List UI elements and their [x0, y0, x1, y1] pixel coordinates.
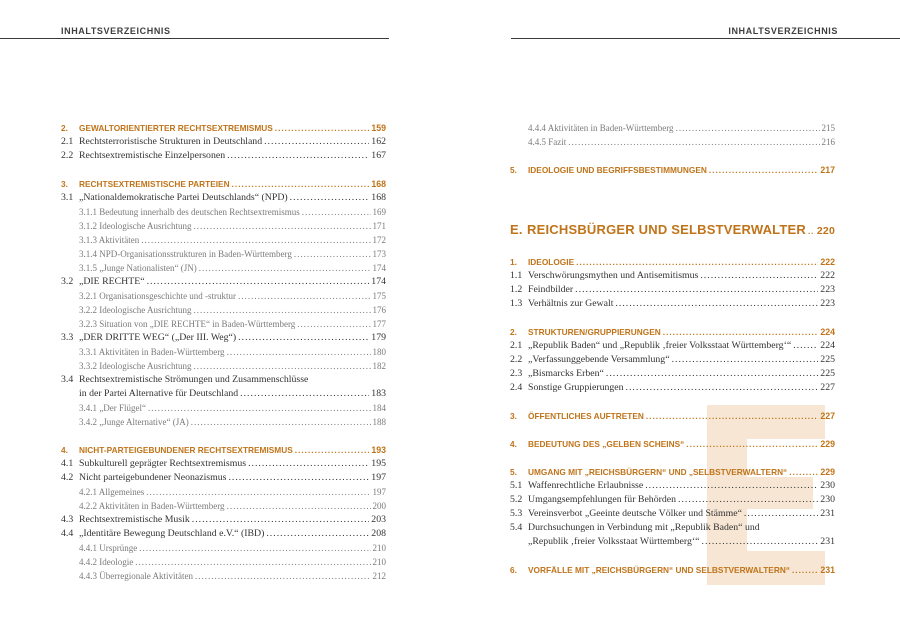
- leader-dots: [192, 513, 370, 527]
- spacer: [510, 395, 835, 409]
- toc-entry[interactable]: [61, 149, 386, 163]
- leader-dots: [266, 527, 369, 541]
- spacer: [510, 311, 835, 325]
- leader-dots: [238, 331, 369, 345]
- leader-dots: [568, 135, 819, 149]
- toc-page-number: 172: [372, 235, 386, 245]
- leader-dots: [744, 507, 818, 521]
- toc-number: 1.2: [510, 284, 523, 295]
- leader-dots: [228, 471, 369, 485]
- toc-page-number: 184: [372, 403, 386, 413]
- toc-title: „Republik ‚freier Volksstaat Württemberg‘“: [528, 536, 700, 547]
- toc-page-number: 177: [372, 319, 386, 329]
- toc-title: 3.2.3 Situation von „DIE RECHTE“ in Baden-Württemberg: [79, 319, 296, 329]
- toc-entry[interactable]: [510, 269, 835, 283]
- leader-dots: [792, 563, 818, 577]
- leader-dots: [290, 191, 370, 205]
- toc-entry[interactable]: [510, 479, 835, 493]
- toc-title: 4.4.3 Überregionale Aktivitäten: [79, 571, 193, 581]
- spacer: [61, 429, 386, 443]
- toc-page-number: 171: [372, 221, 386, 231]
- toc-page-number: 229: [820, 467, 835, 477]
- leader-dots: [302, 205, 371, 219]
- toc-entry[interactable]: [61, 275, 386, 289]
- toc-title: REICHSBÜRGER UND SELBSTVERWALTER: [527, 222, 806, 237]
- toc-number: 1.: [510, 257, 517, 267]
- toc-subentry[interactable]: [61, 247, 386, 261]
- toc-entry[interactable]: [61, 527, 386, 541]
- toc-page-number: 167: [371, 150, 386, 161]
- toc-title: Verhältnis zur Gewalt: [528, 298, 614, 309]
- toc-title: 3.4.2 „Junge Alternative“ (JA): [79, 417, 189, 427]
- toc-number: 2.4: [510, 382, 523, 393]
- toc-right-column: [510, 121, 835, 577]
- leader-dots: [626, 381, 819, 395]
- toc-number: 3.4: [61, 374, 74, 385]
- toc-title: STRUKTUREN/GRUPPIERUNGEN: [528, 327, 661, 337]
- toc-title: 3.2.1 Organisationsgeschichte und -struktur: [79, 291, 237, 301]
- leader-dots: [227, 345, 371, 359]
- leader-dots: [676, 121, 820, 135]
- toc-page-number: 173: [372, 249, 386, 259]
- toc-page-number: 220: [816, 225, 835, 237]
- toc-title: IDEOLOGIE: [528, 257, 575, 267]
- toc-entry[interactable]: [510, 367, 835, 381]
- toc-page-number: 210: [372, 557, 386, 567]
- toc-title: in der Partei Alternative für Deutschland: [79, 388, 239, 399]
- toc-number: 3.1: [61, 192, 74, 203]
- toc-subentry[interactable]: [61, 359, 386, 373]
- toc-title: Waffenrechtliche Erlaubnisse: [528, 480, 644, 491]
- toc-page-number: 159: [371, 123, 386, 133]
- toc-page-number: 216: [821, 137, 835, 147]
- toc-number: 1.3: [510, 298, 523, 309]
- toc-page-number: 231: [820, 536, 835, 547]
- toc-page-number: 223: [820, 284, 835, 295]
- toc-subentry[interactable]: [61, 345, 386, 359]
- toc-entry[interactable]: [510, 297, 835, 311]
- toc-title: VORFÄLLE MIT „REICHSBÜRGERN“ UND SELBSTVERWALTERN“: [528, 565, 790, 575]
- leader-dots: [793, 339, 818, 353]
- leader-dots: [227, 149, 369, 163]
- toc-entry[interactable]: [61, 191, 386, 205]
- leader-dots: [808, 221, 815, 243]
- leader-dots: [193, 359, 370, 373]
- leader-dots: [297, 317, 370, 331]
- toc-page-number: 168: [371, 192, 386, 203]
- leader-dots: [139, 541, 370, 555]
- toc-number: 4.: [510, 439, 517, 449]
- toc-number: 2.2: [510, 354, 523, 365]
- toc-entry[interactable]: [510, 283, 835, 297]
- toc-title: UMGANG MIT „REICHSBÜRGERN“ UND „SELBSTVERWALTERN“: [528, 467, 788, 477]
- toc-page-number: 231: [820, 565, 835, 575]
- toc-entry[interactable]: [61, 513, 386, 527]
- toc-title: 4.4.4 Aktivitäten in Baden-Württemberg: [528, 123, 674, 133]
- toc-page-number: 222: [820, 270, 835, 281]
- leader-dots: [709, 163, 818, 177]
- toc-page-number: 203: [371, 514, 386, 525]
- toc-subentry[interactable]: [61, 233, 386, 247]
- toc-number: 1.1: [510, 270, 523, 281]
- toc-entry-continuation[interactable]: [510, 535, 835, 549]
- spacer: [510, 149, 835, 163]
- toc-title: Feindbilder: [528, 284, 574, 295]
- toc-page-number: 224: [820, 340, 835, 351]
- toc-entry[interactable]: [510, 339, 835, 353]
- leader-dots: [191, 415, 371, 429]
- running-header-right: INHALTSVERZEICHNIS: [728, 26, 838, 36]
- toc-section-heading[interactable]: [510, 437, 835, 451]
- toc-title: 3.1.1 Bedeutung innerhalb des deutschen Rechtsextremismus: [79, 207, 300, 217]
- toc-number: 5.4: [510, 522, 523, 533]
- spacer: [510, 177, 835, 191]
- toc-page-number: 174: [371, 276, 386, 287]
- spacer: [61, 163, 386, 177]
- toc-subentry[interactable]: [61, 569, 386, 583]
- spacer: [510, 205, 835, 219]
- toc-title: 3.1.2 Ideologische Ausrichtung: [79, 221, 192, 231]
- toc-title: NICHT-PARTEIGEBUNDENER RECHTSEXTREMISMUS: [79, 445, 293, 455]
- leader-dots: [294, 247, 371, 261]
- leader-dots: [240, 387, 369, 401]
- leader-dots: [195, 569, 371, 583]
- toc-subentry[interactable]: [61, 485, 386, 499]
- toc-page-number: 227: [820, 382, 835, 393]
- toc-section-heading[interactable]: [510, 163, 835, 177]
- toc-title: RECHTSEXTREMISTISCHE PARTEIEN: [79, 179, 230, 189]
- leader-dots: [146, 485, 370, 499]
- toc-title: Umgangsempfehlungen für Behörden: [528, 494, 677, 505]
- toc-number: 5.2: [510, 494, 523, 505]
- toc-number: 5.: [510, 165, 517, 175]
- leader-dots: [238, 289, 370, 303]
- toc-title: 3.1.3 Aktivitäten: [79, 235, 140, 245]
- running-header-left: INHALTSVERZEICHNIS: [61, 26, 171, 36]
- toc-left-column: [61, 121, 386, 583]
- leader-dots: [193, 219, 370, 233]
- toc-page-number: 193: [371, 445, 386, 455]
- toc-page-number: 231: [820, 508, 835, 519]
- toc-title: Durchsuchungen in Verbindung mit „Republik Baden“ und: [528, 522, 760, 533]
- toc-title: Rechtsextremistische Einzelpersonen: [79, 150, 226, 161]
- toc-page-number: 215: [821, 123, 835, 133]
- toc-title: 4.4.1 Ursprünge: [79, 543, 138, 553]
- toc-number: 3.: [61, 179, 68, 189]
- toc-title: Rechtsextremistische Musik: [79, 514, 190, 525]
- toc-section-heading[interactable]: [61, 443, 386, 457]
- toc-number: 4.1: [61, 458, 74, 469]
- leader-dots: [135, 555, 370, 569]
- toc-page-number: 227: [820, 411, 835, 421]
- spacer: [510, 451, 835, 465]
- leader-dots: [700, 269, 818, 283]
- leader-dots: [678, 493, 818, 507]
- toc-title: 3.1.5 „Junge Nationalisten“ (JN): [79, 263, 197, 273]
- toc-subentry[interactable]: [61, 555, 386, 569]
- toc-title: „Identitäre Bewegung Deutschland e.V.“ (IBD): [79, 528, 265, 539]
- leader-dots: [232, 177, 370, 191]
- toc-entry[interactable]: [61, 471, 386, 485]
- toc-entry[interactable]: [61, 135, 386, 149]
- toc-number: 4.3: [61, 514, 74, 525]
- leader-dots: [248, 457, 369, 471]
- toc-number: 2.1: [61, 136, 74, 147]
- toc-number: 4.: [61, 445, 68, 455]
- toc-title: Sonstige Gruppierungen: [528, 382, 624, 393]
- toc-section-heading[interactable]: [510, 255, 835, 269]
- toc-page-number: 230: [820, 494, 835, 505]
- toc-page-number: 212: [372, 571, 386, 581]
- toc-number: 2.2: [61, 150, 74, 161]
- toc-page-number: 176: [372, 305, 386, 315]
- toc-page-number: 230: [820, 480, 835, 491]
- toc-title: „Verfassunggebende Versammlung“: [528, 354, 670, 365]
- leader-dots: [789, 465, 818, 479]
- toc-page-number: 225: [820, 368, 835, 379]
- header-rule-left: [0, 38, 389, 39]
- toc-page-number: 168: [371, 179, 386, 189]
- toc-entry[interactable]: [61, 457, 386, 471]
- toc-page-number: 180: [372, 347, 386, 357]
- toc-entry[interactable]: [510, 521, 835, 535]
- toc-number: E.: [510, 222, 523, 237]
- leader-dots: [295, 443, 370, 457]
- toc-title: „DER DRITTE WEG“ („Der III. Weg“): [79, 332, 237, 343]
- toc-page-number: 225: [820, 354, 835, 365]
- leader-dots: [227, 499, 371, 513]
- toc-page-number: 169: [372, 207, 386, 217]
- toc-title: „DIE RECHTE“: [79, 276, 145, 287]
- toc-subentry[interactable]: [61, 261, 386, 275]
- leader-dots: [663, 325, 819, 339]
- toc-title: 3.1.4 NPD-Organisationsstrukturen in Baden-Württemberg: [79, 249, 292, 259]
- toc-number: 5.3: [510, 508, 523, 519]
- toc-number: 2.: [61, 123, 68, 133]
- toc-title: BEDEUTUNG DES „GELBEN SCHEINS“: [528, 439, 685, 449]
- toc-subentry[interactable]: [510, 121, 835, 135]
- toc-page-number: 210: [372, 543, 386, 553]
- toc-subentry[interactable]: [61, 415, 386, 429]
- toc-title: Rechtsterroristische Strukturen in Deutschland: [79, 136, 263, 147]
- toc-number: 2.: [510, 327, 517, 337]
- toc-number: 6.: [510, 565, 517, 575]
- toc-page-number: 208: [371, 528, 386, 539]
- leader-dots: [199, 261, 371, 275]
- toc-page-number: 217: [820, 165, 835, 175]
- toc-number: 3.2: [61, 276, 74, 287]
- toc-page-number: 195: [371, 458, 386, 469]
- toc-title: 4.2.1 Allgemeines: [79, 487, 145, 497]
- toc-entry[interactable]: [510, 507, 835, 521]
- toc-page-number: 229: [820, 439, 835, 449]
- toc-number: 2.1: [510, 340, 523, 351]
- leader-dots: [646, 409, 818, 423]
- toc-page-number: 188: [372, 417, 386, 427]
- toc-page-number: 223: [820, 298, 835, 309]
- leader-dots: [575, 283, 818, 297]
- toc-entry[interactable]: [510, 381, 835, 395]
- toc-title: ÖFFENTLICHES AUFTRETEN: [528, 411, 644, 421]
- toc-subentry[interactable]: [61, 499, 386, 513]
- toc-page-number: 183: [371, 388, 386, 399]
- toc-title: IDEOLOGIE UND BEGRIFFSBESTIMMUNGEN: [528, 165, 707, 175]
- spacer: [510, 549, 835, 563]
- leader-dots: [141, 233, 370, 247]
- toc-title: „Republik Baden“ und „Republik ‚freier Volksstaat Württemberg‘“: [528, 340, 792, 351]
- spacer: [510, 191, 835, 205]
- toc-title: 4.4.2 Ideologie: [79, 557, 134, 567]
- leader-dots: [686, 437, 818, 451]
- toc-title: Nicht parteigebundener Neonazismus: [79, 472, 227, 483]
- leader-dots: [702, 535, 819, 549]
- toc-number: 3.3: [61, 332, 74, 343]
- toc-page-number: 197: [371, 472, 386, 483]
- toc-number: 4.2: [61, 472, 74, 483]
- header-rule-right: [511, 38, 900, 39]
- leader-dots: [606, 367, 818, 381]
- toc-number: 5.1: [510, 480, 523, 491]
- toc-page-number: 224: [820, 327, 835, 337]
- toc-entry[interactable]: [61, 373, 386, 387]
- toc-title: Subkulturell geprägter Rechtsextremismus: [79, 458, 247, 469]
- toc-entry[interactable]: [61, 331, 386, 345]
- toc-section-heading[interactable]: [510, 563, 835, 577]
- toc-subentry[interactable]: [61, 205, 386, 219]
- toc-entry[interactable]: [510, 353, 835, 367]
- toc-subentry[interactable]: [61, 317, 386, 331]
- toc-subentry[interactable]: [61, 401, 386, 415]
- toc-section-heading[interactable]: [510, 325, 835, 339]
- toc-number: 3.: [510, 411, 517, 421]
- leader-dots: [193, 303, 370, 317]
- toc-title: 3.3.2 Ideologische Ausrichtung: [79, 361, 192, 371]
- leader-dots: [264, 135, 369, 149]
- toc-chapter-heading[interactable]: [510, 219, 835, 241]
- toc-title: GEWALTORIENTIERTER RECHTSEXTREMISMUS: [79, 123, 273, 133]
- toc-page-number: 162: [371, 136, 386, 147]
- leader-dots: [576, 255, 818, 269]
- leader-dots: [615, 297, 818, 311]
- toc-entry[interactable]: [510, 493, 835, 507]
- toc-title: 3.2.2 Ideologische Ausrichtung: [79, 305, 192, 315]
- toc-title: „Bismarcks Erben“: [528, 368, 604, 379]
- toc-section-heading[interactable]: [61, 177, 386, 191]
- toc-page-number: 182: [372, 361, 386, 371]
- leader-dots: [645, 479, 818, 493]
- toc-section-heading[interactable]: [510, 409, 835, 423]
- toc-section-heading[interactable]: [510, 465, 835, 479]
- toc-title: Rechtsextremistische Strömungen und Zusammenschlüsse: [79, 374, 309, 385]
- toc-entry-continuation[interactable]: [61, 387, 386, 401]
- toc-title: Verschwörungsmythen und Antisemitismus: [528, 270, 699, 281]
- spacer: [510, 241, 835, 255]
- toc-title: „Nationaldemokratische Partei Deutschlands“ (NPD): [79, 192, 288, 203]
- leader-dots: [148, 401, 371, 415]
- toc-subentry[interactable]: [61, 303, 386, 317]
- toc-page-number: 200: [372, 501, 386, 511]
- toc-page-number: 179: [371, 332, 386, 343]
- toc-title: 3.4.1 „Der Flügel“: [79, 403, 146, 413]
- toc-page-number: 175: [372, 291, 386, 301]
- toc-page-number: 174: [372, 263, 386, 273]
- toc-subentry[interactable]: [61, 541, 386, 555]
- toc-number: 4.4: [61, 528, 74, 539]
- leader-dots: [672, 353, 819, 367]
- toc-title: Vereinsverbot „Geeinte deutsche Völker und Stämme“: [528, 508, 742, 519]
- toc-number: 2.3: [510, 368, 523, 379]
- spacer: [510, 423, 835, 437]
- toc-title: 4.4.5 Fazit: [528, 137, 567, 147]
- toc-subentry[interactable]: [510, 135, 835, 149]
- toc-page-number: 222: [820, 257, 835, 267]
- toc-subentry[interactable]: [61, 219, 386, 233]
- toc-title: 4.2.2 Aktivitäten in Baden-Württemberg: [79, 501, 225, 511]
- toc-section-heading[interactable]: [61, 121, 386, 135]
- toc-subentry[interactable]: [61, 289, 386, 303]
- toc-page-number: 197: [372, 487, 386, 497]
- toc-number: 5.: [510, 467, 517, 477]
- leader-dots: [275, 121, 370, 135]
- leader-dots: [147, 275, 370, 289]
- toc-title: 3.3.1 Aktivitäten in Baden-Württemberg: [79, 347, 225, 357]
